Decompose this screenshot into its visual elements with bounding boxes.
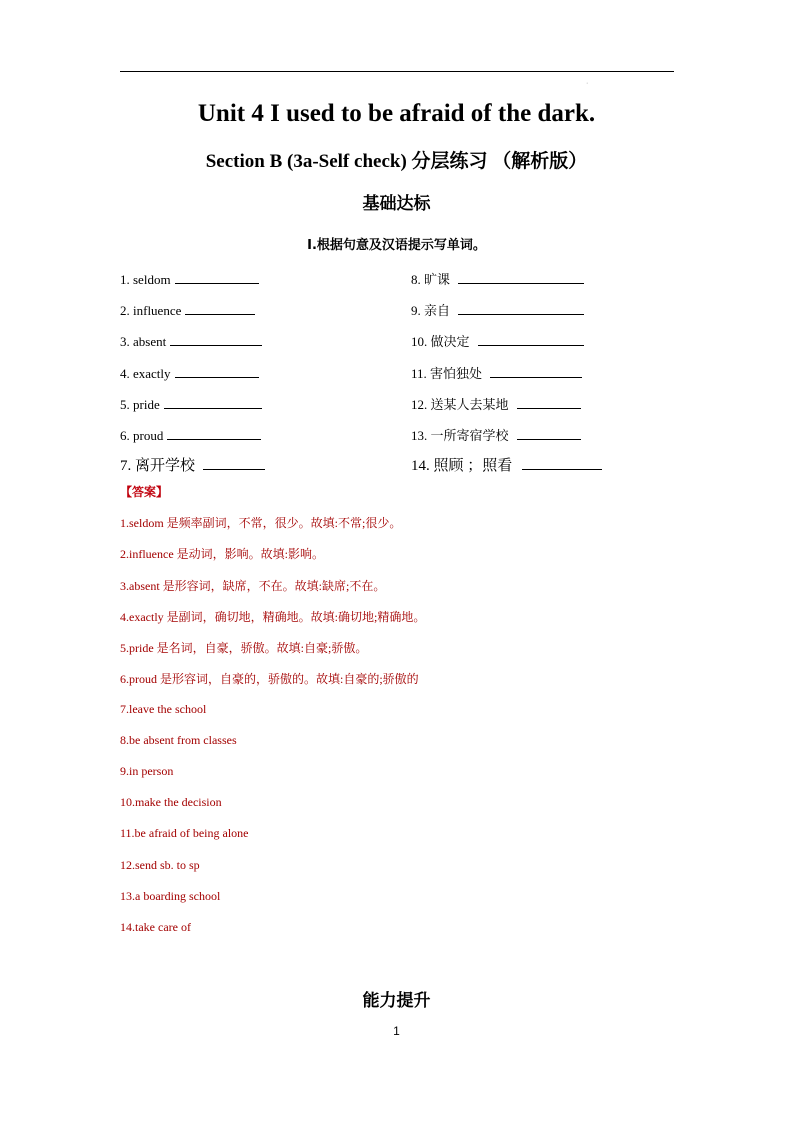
exercise-label: 8. 旷课: [411, 272, 451, 287]
answer-line: 11.be afraid of being alone: [120, 826, 249, 840]
answer-blank: [517, 427, 581, 440]
answer-blank: [490, 365, 582, 378]
exercise-item: [411, 302, 584, 319]
exercise-label: 14. 照顾 ；照看: [411, 458, 513, 474]
exercise-item: [411, 396, 581, 413]
answer-blank: [175, 365, 259, 378]
answer-line: 14.take care of: [120, 920, 191, 934]
answer-line: 3.absent 是形容词，缺席，不在。故填:缺席;不在。: [120, 579, 386, 593]
exercise-item: [120, 427, 261, 444]
answer-blank: [522, 457, 602, 470]
answer-blank: [458, 271, 584, 284]
exercise-item: [411, 333, 584, 350]
exercise-item: [411, 427, 581, 444]
answer-line: 9.in person: [120, 764, 174, 778]
exercise-label: 1. seldom: [120, 272, 171, 287]
exercise-label: 13. 一所寄宿学校: [411, 428, 509, 443]
answer-heading: 【答案】: [120, 485, 169, 499]
exercise-label: 4. exactly: [120, 366, 171, 381]
answer-line: 5.pride 是名词，自豪，骄傲。故填:自豪;骄傲。: [120, 641, 368, 655]
answer-blank: [164, 396, 262, 409]
exercise-item: [411, 271, 584, 288]
header-rule: [120, 71, 674, 72]
answer-line: 7.leave the school: [120, 702, 207, 716]
exercise-item: [120, 333, 262, 350]
answer-line: 6.proud 是形容词，自豪的，骄傲的。故填:自豪的;骄傲的: [120, 672, 419, 686]
exercise-label: 10. 做决定: [411, 334, 470, 349]
exercise-item: [411, 457, 602, 474]
answer-blank: [175, 271, 259, 284]
answer-line: 13.a boarding school: [120, 889, 221, 903]
exercise-label: 6. proud: [120, 428, 164, 443]
exercise-item: [120, 396, 262, 413]
corner-mark: ·: [586, 80, 589, 87]
section-heading-advanced: 能力提升: [362, 991, 431, 1011]
answer-blank: [185, 302, 255, 315]
exercise-label: 7. 离开学校: [120, 458, 196, 474]
answer-blank: [167, 427, 261, 440]
page-number: 1: [393, 1024, 400, 1038]
exercise-item: [120, 365, 259, 382]
exercise-label: 12. 送某人去某地: [411, 397, 509, 412]
exercise-label: 2. influence: [120, 303, 182, 318]
section-heading-basic: 基础达标: [362, 194, 431, 214]
exercise-item: [120, 271, 259, 288]
answer-blank: [478, 333, 584, 346]
exercise-label: 3. absent: [120, 334, 167, 349]
answer-blank: [203, 457, 265, 470]
document-title: Unit 4 I used to be afraid of the dark.: [197, 100, 596, 127]
answer-blank: [517, 396, 581, 409]
document-subtitle: Section B (3a-Self check) 分层练习 （解析版）: [205, 151, 588, 172]
answer-blank: [458, 302, 584, 315]
exercise-label: 5. pride: [120, 397, 160, 412]
exercise-label: 11. 害怕独处: [411, 366, 483, 381]
answer-line: 1.seldom 是频率副词，不常，很少。故填:不常;很少。: [120, 516, 402, 530]
answer-line: 10.make the decision: [120, 795, 222, 809]
answer-line: 12.send sb. to sp: [120, 858, 200, 872]
answer-line: 2.influence 是动词，影响。故填:影响。: [120, 547, 324, 561]
answer-blank: [170, 333, 262, 346]
exercise-item: [120, 302, 255, 319]
answer-line: 8.be absent from classes: [120, 733, 237, 747]
exercise-item: [120, 457, 265, 474]
exercise-instruction: Ⅰ.根据句意及汉语提示写单词。: [307, 238, 486, 253]
exercise-item: [411, 365, 582, 382]
answer-line: 4.exactly 是副词，确切地，精确地。故填:确切地;精确地。: [120, 610, 426, 624]
exercise-label: 9. 亲自: [411, 303, 451, 318]
